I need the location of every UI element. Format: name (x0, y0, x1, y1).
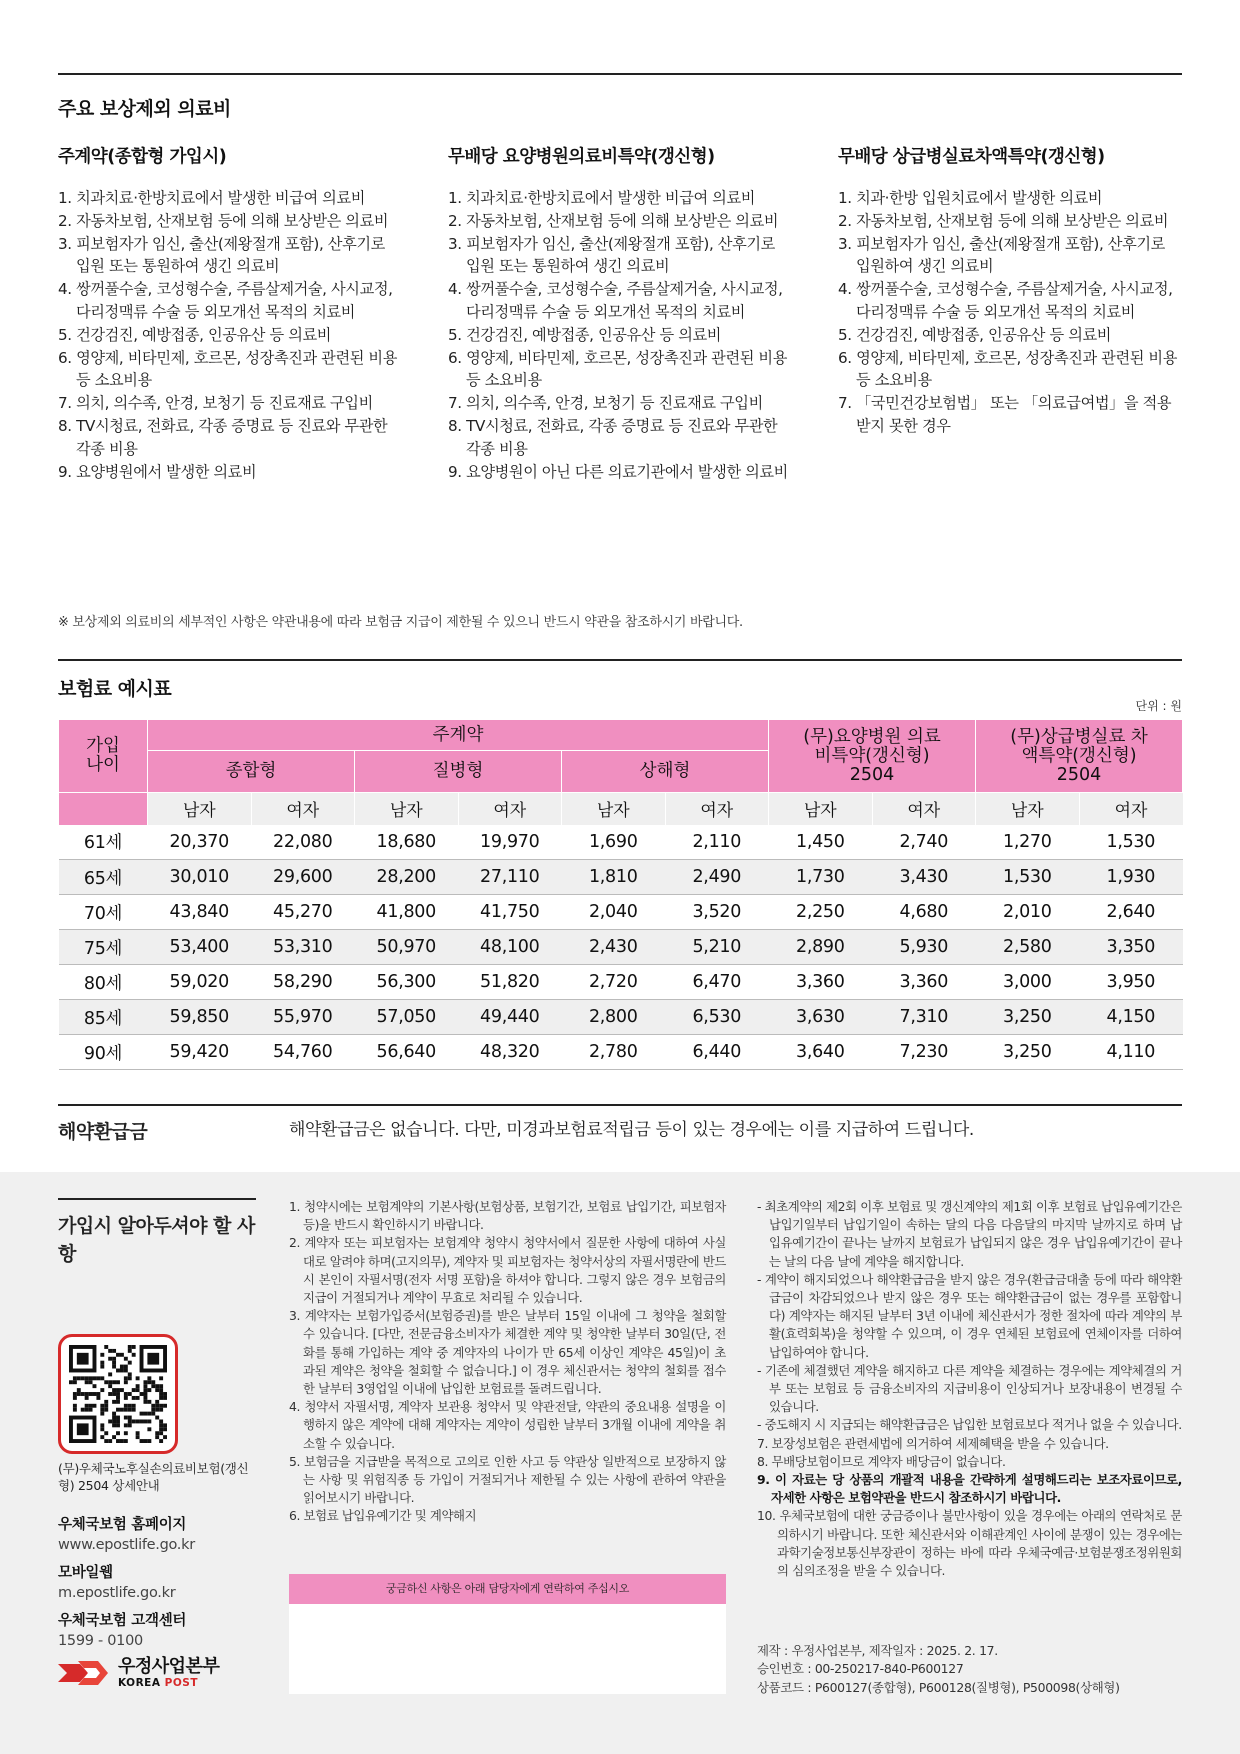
premium-cell: 1,730 (769, 860, 873, 895)
premium-cell: 6,470 (665, 965, 769, 1000)
exclusions-section-title: 주요 보상제외 의료비 (58, 98, 231, 120)
production-info: 제작 : 우정사업본부, 제작일자 : 2025. 2. 17. (757, 1643, 998, 1658)
premium-cell: 7,310 (872, 1000, 976, 1035)
premium-cell: 56,300 (355, 965, 459, 1000)
premium-cell: 2,490 (665, 860, 769, 895)
header-male: 남자 (976, 793, 1080, 825)
exclusion-item: 4. 쌍꺼풀수술, 코성형수술, 주름살제거술, 사시교정, 다리정맥류 수술 등 외모개선 목적의 치료비 (58, 280, 393, 321)
premium-cell: 1,810 (562, 860, 666, 895)
header-male: 남자 (562, 793, 666, 825)
table-row (59, 860, 1183, 895)
exclusion-item: 9. 요양병원에서 발생한 의료비 (58, 462, 257, 481)
age-cell: 70세 (59, 895, 148, 930)
exclusion-item: 5. 건강검진, 예방접종, 인공유산 등 의료비 (448, 325, 722, 344)
premium-cell: 57,050 (355, 1000, 459, 1035)
exclusion-item: 3. 피보험자가 임신, 출산(제왕절개 포함), 산후기로 입원하여 생긴 의료비 (838, 234, 1165, 276)
premium-cell: 3,360 (769, 965, 873, 1000)
premium-cell: 1,530 (1079, 825, 1183, 860)
premium-cell: 2,040 (562, 895, 666, 930)
exclusion-item: 5. 건강검진, 예방접종, 인공유산 등 의료비 (838, 325, 1112, 344)
notice-subitem: - 기존에 체결했던 계약을 해지하고 다른 계약을 체결하는 경우에는 계약체결의 거부 또는 보험료 등 금융소비자의 지급비용이 인상되거나 보장내용이 변경될 수 있습니다. (757, 1362, 1182, 1415)
exclusions-column-title: 무배당 요양병원의료비특약(갱신형) (448, 147, 715, 167)
premium-cell: 3,640 (769, 1035, 873, 1070)
korea-post-logo (58, 1657, 219, 1689)
customer-center-label: 우체국보험 고객센터 (58, 1613, 187, 1629)
notice-item: 5. 보험금을 지급받을 목적으로 고의로 인한 사고 등 약관상 일반적으로 보장하지 않는 사항 및 위험직종 등 가입이 거절되거나 제한될 수 있는 사항에 관하여 약관을 읽어보시기 바랍니다. (289, 1453, 726, 1506)
premium-cell: 2,890 (769, 930, 873, 965)
premium-cell: 51,820 (458, 965, 562, 1000)
exclusions-list (448, 187, 788, 483)
exclusion-item: 3. 피보험자가 임신, 출산(제왕절개 포함), 산후기로 입원 또는 통원하여 생긴 의료비 (448, 234, 775, 276)
refund-title: 해약환급금 (58, 1121, 148, 1143)
premium-cell: 3,630 (769, 1000, 873, 1035)
logo-english-text: KOREA POST (118, 1677, 198, 1689)
notice-item: 1. 청약시에는 보험계약의 기본사항(보험상품, 보험기간, 보험료 납입기간, 피보험자 등)을 반드시 확인하시기 바랍니다. (289, 1199, 726, 1233)
premium-cell: 4,150 (1079, 1000, 1183, 1035)
premium-cell: 1,690 (562, 825, 666, 860)
exclusion-item: 7. 의치, 의수족, 안경, 보청기 등 진료재료 구입비 (448, 394, 763, 413)
premium-cell: 3,430 (872, 860, 976, 895)
premium-cell: 54,760 (251, 1035, 355, 1070)
header-age: 가입 나이 (59, 720, 148, 793)
premium-top-rule (58, 659, 1182, 661)
table-row (59, 1035, 1183, 1070)
exclusion-item: 8. TV시청료, 전화료, 각종 증명료 등 진료와 무관한 각종 비용 (58, 416, 388, 458)
premium-cell: 19,970 (458, 825, 562, 860)
mobile-web-label: 모바일웹 (58, 1565, 113, 1581)
header-nursing-rider: (무)요양병원 의료비특약(갱신형) 2504 (769, 720, 976, 793)
premium-cell: 41,750 (458, 895, 562, 930)
premium-cell: 59,850 (148, 1000, 252, 1035)
notice-title: 가입시 알아두셔야 할 사항 (58, 1215, 255, 1265)
exclusion-item: 9. 요양병원이 아닌 다른 의료기관에서 발생한 의료비 (448, 462, 788, 481)
premium-cell: 3,250 (976, 1000, 1080, 1035)
premium-cell: 18,680 (355, 825, 459, 860)
premium-cell: 6,530 (665, 1000, 769, 1035)
exclusion-item: 4. 쌍꺼풀수술, 코성형수술, 주름살제거술, 사시교정, 다리정맥류 수술 등 외모개선 목적의 치료비 (838, 280, 1173, 321)
header-disease: 질병형 (355, 751, 562, 793)
premium-cell: 27,110 (458, 860, 562, 895)
notice-rule (58, 1198, 256, 1200)
korea-post-logo-icon (58, 1658, 110, 1688)
premium-cell: 1,930 (1079, 860, 1183, 895)
premium-cell: 28,200 (355, 860, 459, 895)
exclusion-item: 5. 건강검진, 예방접종, 인공유산 등 의료비 (58, 325, 332, 344)
header-female: 여자 (1079, 793, 1183, 825)
premium-table (58, 719, 1183, 1070)
table-row (59, 930, 1183, 965)
notice-item: 6. 보험료 납입유예기간 및 계약해지 (289, 1508, 477, 1524)
header-female: 여자 (251, 793, 355, 825)
premium-cell: 1,450 (769, 825, 873, 860)
exclusions-column-room-rider (838, 143, 1178, 438)
premium-cell: 3,350 (1079, 930, 1183, 965)
age-cell: 80세 (59, 965, 148, 1000)
exclusion-item: 1. 치과·한방 입원치료에서 발생한 의료비 (838, 189, 1103, 207)
premium-cell: 2,640 (1079, 895, 1183, 930)
premium-cell: 7,230 (872, 1035, 976, 1070)
premium-cell: 29,600 (251, 860, 355, 895)
premium-cell: 4,680 (872, 895, 976, 930)
premium-cell: 53,310 (251, 930, 355, 965)
production-meta (757, 1642, 1120, 1697)
customer-center-number[interactable]: 1599 - 0100 (58, 1633, 143, 1649)
header-main-contract: 주계약 (148, 720, 769, 751)
notice-subitem: - 계약이 해지되었으나 해약환급금을 받지 않은 경우(환급금대출 등에 따라 해약환급금이 차감되었으나 받지 않은 경우 또는 해약환급금이 없는 경우를 포함합니다) 계약자는 해지된 날부터 3년 이내에 체신관서가 정한 절차에 따라 계약의 부활(효력회복)을 청약할 수 있으며, 이 경우 연체된 보험료에 연체이자를 더하여 납입하여야 합니다. (757, 1271, 1182, 1360)
premium-section-title: 보험료 예시표 (58, 678, 172, 700)
premium-cell: 5,930 (872, 930, 976, 965)
age-cell: 75세 (59, 930, 148, 965)
header-female: 여자 (872, 793, 976, 825)
premium-cell: 6,440 (665, 1035, 769, 1070)
exclusion-item: 4. 쌍꺼풀수술, 코성형수술, 주름살제거술, 사시교정, 다리정맥류 수술 등 외모개선 목적의 치료비 (448, 280, 783, 321)
age-cell: 90세 (59, 1035, 148, 1070)
premium-cell: 4,110 (1079, 1035, 1183, 1070)
table-row (59, 825, 1183, 860)
premium-cell: 3,250 (976, 1035, 1080, 1070)
notice-item: 10. 우체국보험에 대한 궁금증이나 불만사항이 있을 경우에는 아래의 연락처로 문의하시기 바랍니다. 또한 체신관서와 이해관계인 사이에 분쟁이 있는 경우에는 과학기술정보통신부장관이 정하는 바에 따라 우체국예금·보험분쟁조정위원회의 심의조정을 받을 수 있습니다. (757, 1508, 1182, 1579)
premium-cell: 53,400 (148, 930, 252, 965)
premium-cell: 22,080 (251, 825, 355, 860)
notice-subitem: - 최초계약의 제2회 이후 보험료 및 갱신계약의 제1회 이후 보험료 납입유예기간은 납입기일부터 납입기일이 속하는 달의 다음 다음달의 마지막 날까지로 하며 납입유예기간이 끝나는 날까지 보험료가 납입되지 않은 경우 납입유예기간이 끝나는 날의 다음 날에 계약을 해지합니다. (757, 1199, 1182, 1269)
exclusion-item: 1. 치과치료·한방치료에서 발생한 비급여 의료비 (58, 189, 365, 207)
premium-cell: 3,950 (1079, 965, 1183, 1000)
header-injury: 상해형 (562, 751, 769, 793)
premium-cell: 48,100 (458, 930, 562, 965)
exclusions-column-title: 주계약(종합형 가입시) (58, 147, 227, 167)
premium-cell: 56,640 (355, 1035, 459, 1070)
premium-cell: 3,520 (665, 895, 769, 930)
table-row (59, 965, 1183, 1000)
qr-code[interactable] (58, 1334, 178, 1454)
premium-cell: 2,780 (562, 1035, 666, 1070)
exclusion-item: 6. 영양제, 비타민제, 호르몬, 성장촉진과 관련된 비용 등 소요비용 (838, 348, 1177, 390)
exclusions-note: ※ 보상제외 의료비의 세부적인 사항은 약관내용에 따라 보험금 지급이 제한될 수 있으니 반드시 약관을 참조하시기 바랍니다. (58, 615, 743, 630)
premium-cell: 1,270 (976, 825, 1080, 860)
exclusions-list (58, 187, 398, 483)
homepage-link[interactable]: www.epostlife.go.kr (58, 1537, 195, 1553)
logo-korean-text: 우정사업본부 (118, 1656, 220, 1677)
exclusion-item: 2. 자동차보험, 산재보험 등에 의해 보상받은 의료비 (58, 211, 389, 230)
product-code: 상품코드 : P600127(종합형), P600128(질병형), P500098(상해형) (757, 1679, 1120, 1695)
notice-list-right (757, 1198, 1182, 1580)
mobile-web-link[interactable]: m.epostlife.go.kr (58, 1585, 176, 1601)
notice-item: 8. 무배당보험이므로 계약자 배당금이 없습니다. (757, 1453, 1006, 1469)
premium-cell: 20,370 (148, 825, 252, 860)
unit-label: 단위 : 원 (1135, 699, 1182, 713)
premium-cell: 3,000 (976, 965, 1080, 1000)
premium-cell: 2,110 (665, 825, 769, 860)
premium-cell: 3,360 (872, 965, 976, 1000)
exclusions-top-rule (58, 73, 1182, 75)
premium-cell: 41,800 (355, 895, 459, 930)
exclusion-item: 3. 피보험자가 임신, 출산(제왕절개 포함), 산후기로 입원 또는 통원하여 생긴 의료비 (58, 234, 385, 276)
header-male: 남자 (355, 793, 459, 825)
age-cell: 85세 (59, 1000, 148, 1035)
premium-cell: 2,740 (872, 825, 976, 860)
exclusions-list (838, 187, 1178, 438)
exclusion-item: 6. 영양제, 비타민제, 호르몬, 성장촉진과 관련된 비용 등 소요비용 (58, 348, 397, 390)
exclusion-item: 6. 영양제, 비타민제, 호르몬, 성장촉진과 관련된 비용 등 소요비용 (448, 348, 787, 390)
contact-box (289, 1604, 726, 1694)
qr-caption: (무)우체국노후실손의료비보험(갱신형) 2504 상세안내 (58, 1461, 249, 1493)
refund-text: 해약환급금은 없습니다. 다만, 미경과보험료적립금 등이 있는 경우에는 이를 지급하여 드립니다. (289, 1120, 974, 1140)
header-male: 남자 (769, 793, 873, 825)
premium-cell: 2,800 (562, 1000, 666, 1035)
header-female: 여자 (458, 793, 562, 825)
exclusions-column-main (58, 143, 398, 483)
exclusions-column-title: 무배당 상급병실료차액특약(갱신형) (838, 147, 1105, 167)
premium-cell: 2,720 (562, 965, 666, 1000)
premium-cell: 59,020 (148, 965, 252, 1000)
premium-cell: 5,210 (665, 930, 769, 965)
header-comprehensive: 종합형 (148, 751, 355, 793)
header-room-rider: (무)상급병실료 차액특약(갱신형) 2504 (976, 720, 1183, 793)
age-cell: 61세 (59, 825, 148, 860)
exclusion-item: 7. 의치, 의수족, 안경, 보청기 등 진료재료 구입비 (58, 394, 373, 413)
exclusion-item: 2. 자동차보험, 산재보험 등에 의해 보상받은 의료비 (838, 211, 1169, 230)
exclusion-item: 8. TV시청료, 전화료, 각종 증명료 등 진료와 무관한 각종 비용 (448, 416, 778, 458)
notice-list-left (289, 1198, 726, 1526)
premium-cell: 1,530 (976, 860, 1080, 895)
premium-cell: 2,430 (562, 930, 666, 965)
premium-cell: 50,970 (355, 930, 459, 965)
approval-number: 승인번호 : 00-250217-840-P600127 (757, 1661, 964, 1677)
header-age-blank (59, 793, 148, 825)
exclusions-column-nursing-rider (448, 143, 788, 483)
homepage-label: 우체국보험 홈페이지 (58, 1517, 187, 1533)
notice-item: 4. 청약서 자필서명, 계약자 보관용 청약서 및 약관전달, 약관의 중요내용 설명을 이행하지 않은 계약에 대해 계약자는 계약이 성립한 날부터 3개월 이내에 계약을 취소할 수 있습니다. (289, 1399, 726, 1451)
premium-cell: 55,970 (251, 1000, 355, 1035)
exclusion-item: 2. 자동차보험, 산재보험 등에 의해 보상받은 의료비 (448, 211, 779, 230)
notice-subitem: - 중도해지 시 지급되는 해약환급금은 납입한 보험료보다 적거나 없을 수 있습니다. (757, 1417, 1182, 1433)
table-row (59, 1000, 1183, 1035)
premium-cell: 30,010 (148, 860, 252, 895)
qr-code-icon (69, 1345, 167, 1443)
premium-cell: 48,320 (458, 1035, 562, 1070)
header-female: 여자 (665, 793, 769, 825)
age-cell: 65세 (59, 860, 148, 895)
exclusion-item: 7. 「국민건강보험법」 또는 「의료급여법」을 적용받지 못한 경우 (838, 394, 1172, 435)
premium-cell: 45,270 (251, 895, 355, 930)
contact-bar: 궁금하신 사항은 아래 담당자에게 연락하여 주십시오 (289, 1574, 726, 1604)
premium-cell: 2,010 (976, 895, 1080, 930)
notice-item-emphasis: 9. 이 자료는 당 상품의 개괄적 내용을 간략하게 설명해드리는 보조자료이므로, 자세한 사항은 보험약관을 반드시 참조하시기 바랍니다. (757, 1472, 1182, 1506)
header-male: 남자 (148, 793, 252, 825)
exclusion-item: 1. 치과치료·한방치료에서 발생한 비급여 의료비 (448, 189, 755, 207)
table-row (59, 895, 1183, 930)
premium-cell: 2,250 (769, 895, 873, 930)
premium-cell: 49,440 (458, 1000, 562, 1035)
refund-top-rule (58, 1104, 1182, 1106)
premium-cell: 59,420 (148, 1035, 252, 1070)
notice-item: 2. 계약자 또는 피보험자는 보험계약 청약시 청약서에서 질문한 사항에 대하여 사실대로 알려야 하며(고지의무), 계약자 및 피보험자는 청약서상의 자필서명란에 반드시 본인이 자필서명(전자 서명 포함)을 하셔야 합니다. 그렇지 않은 경우 보험금의 지급이 거절되거나 계약이 무효로 처리될 수 있습니다. (289, 1235, 726, 1306)
notice-item: 7. 보장성보험은 관련세법에 의거하여 세제혜택을 받을 수 있습니다. (757, 1435, 1109, 1451)
premium-cell: 43,840 (148, 895, 252, 930)
notice-item: 3. 계약자는 보험가입증서(보험증권)를 받은 날부터 15일 이내에 그 청약을 철회할 수 있습니다. [다만, 전문금융소비자가 체결한 계약 및 청약한 날부터 30일(단, 전화를 통해 가입하는 계약 중 계약자의 나이가 만 65세 이상인 계약은 45일)이 초과된 계약은 청약을 철회할 수 없습니다.] 이 경우 체신관서는 청약의 철회를 접수한 날부터 3영업일 이내에 납입한 보험료를 돌려드립니다. (289, 1308, 726, 1397)
premium-cell: 58,290 (251, 965, 355, 1000)
premium-cell: 2,580 (976, 930, 1080, 965)
